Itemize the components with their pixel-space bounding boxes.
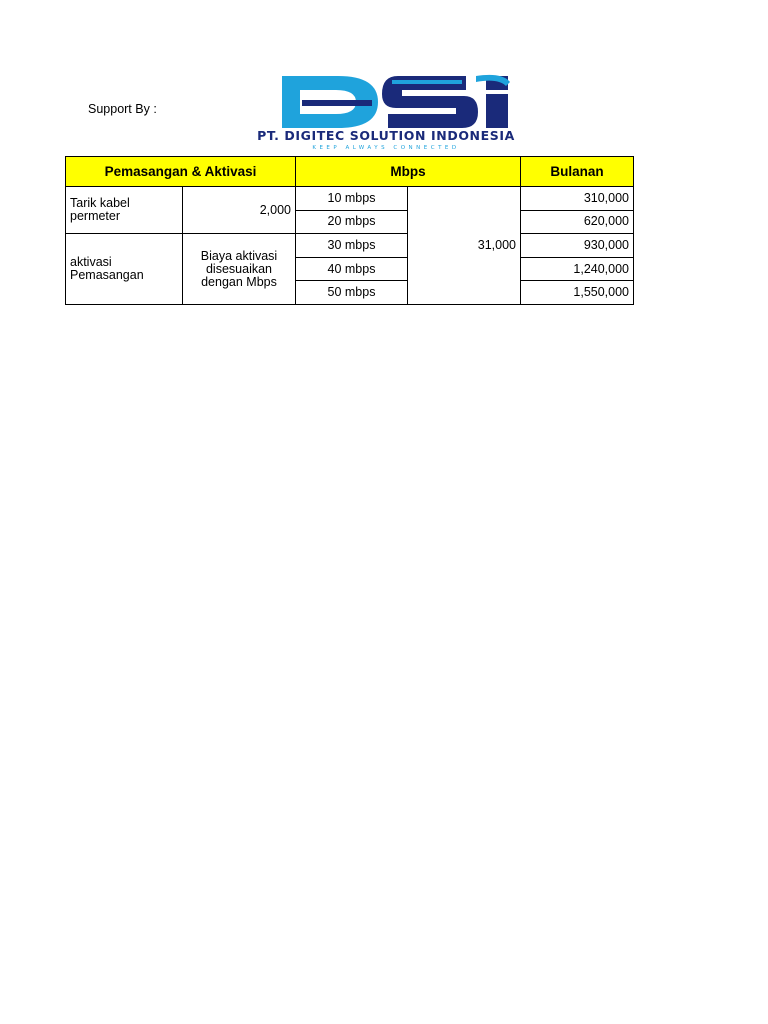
logo-d-stroke xyxy=(302,100,372,106)
plan-monthly: 620,000 xyxy=(521,210,634,234)
dsi-logo xyxy=(206,72,566,152)
plan-speed: 30 mbps xyxy=(296,234,408,258)
logo-s-accent xyxy=(392,80,462,84)
install-label-cable: Tarik kabel permeter xyxy=(66,187,183,234)
logo-tagline: KEEP ALWAYS CONNECTED xyxy=(312,145,460,151)
install-value-activation: Biaya aktivasi disesuaikan dengan Mbps xyxy=(183,234,296,305)
plan-speed: 40 mbps xyxy=(296,257,408,281)
table-row xyxy=(66,187,634,211)
logo-company-name: PT. DIGITEC SOLUTION INDONESIA xyxy=(257,128,515,143)
support-label: Support By : xyxy=(88,102,157,116)
plan-monthly: 1,550,000 xyxy=(521,281,634,305)
column-header-mbps: Mbps xyxy=(296,157,521,187)
plan-speed: 20 mbps xyxy=(296,210,408,234)
column-header-installation: Pemasangan & Aktivasi xyxy=(66,157,296,187)
plan-speed: 50 mbps xyxy=(296,281,408,305)
plan-speed: 10 mbps xyxy=(296,187,408,211)
install-value-cable: 2,000 xyxy=(183,187,296,234)
table-header-row xyxy=(66,157,634,187)
column-header-monthly: Bulanan xyxy=(521,157,634,187)
activation-fee: 31,000 xyxy=(408,187,521,305)
logo-letter-i xyxy=(486,94,508,128)
table-row xyxy=(66,234,634,258)
plan-monthly: 930,000 xyxy=(521,234,634,258)
plan-monthly: 1,240,000 xyxy=(521,257,634,281)
plan-monthly: 310,000 xyxy=(521,187,634,211)
install-label-activation: aktivasi Pemasangan xyxy=(66,234,183,305)
price-table xyxy=(65,156,634,305)
